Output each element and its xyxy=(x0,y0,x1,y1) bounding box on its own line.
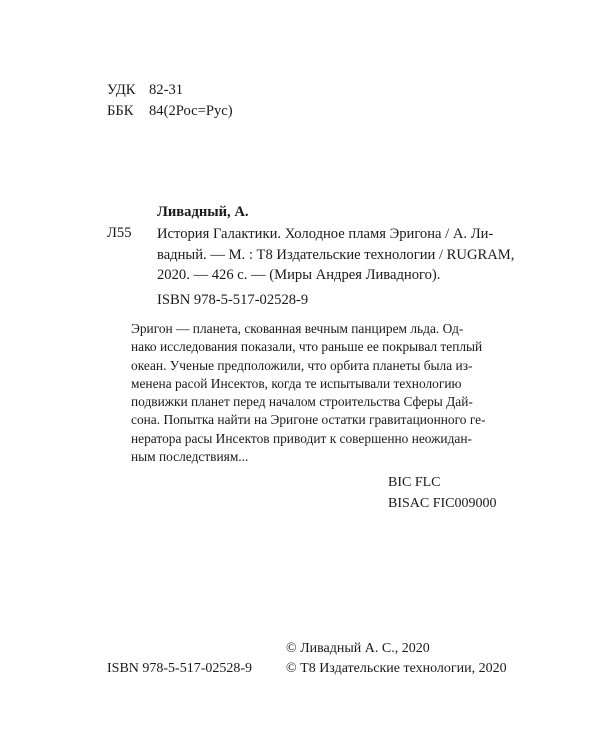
bbk-label: ББК xyxy=(107,103,134,119)
annotation-line: нако исследования показали, что раньше ее покрывал теплый xyxy=(131,339,483,355)
author-heading: Ливадный, А. xyxy=(157,204,249,220)
bisac-code: BISAC FIC009000 xyxy=(388,496,497,511)
description-line: История Галактики. Холодное пламя Эригона / А. Ли- xyxy=(157,226,494,242)
bic-code: BIC FLC xyxy=(388,475,441,490)
annotation-line: океан. Ученые предположили, что орбита планеты была из- xyxy=(131,357,473,373)
bbk-row xyxy=(107,102,233,120)
copyright-publisher: © Т8 Издательские технологии, 2020 xyxy=(286,661,507,676)
annotation xyxy=(131,320,496,466)
isbn-main: ISBN 978-5-517-02528-9 xyxy=(157,292,309,308)
annotation-line: Эригон — планета, скованная вечным панцирем льда. Од- xyxy=(131,321,464,336)
udk-value: 82-31 xyxy=(149,82,184,98)
annotation-line: нератора расы Инсектов приводит к совершенно неожидан- xyxy=(131,430,472,446)
description-line: вадный. — М. : Т8 Издательские технологии / RUGRAM, xyxy=(157,246,515,263)
author-code: Л55 xyxy=(107,225,132,241)
isbn-footer: ISBN 978-5-517-02528-9 xyxy=(107,661,253,676)
bibliographic-description xyxy=(157,224,515,286)
annotation-line: сона. Попытка найти на Эригоне остатки гравитационного ге- xyxy=(131,412,486,428)
udk-row xyxy=(107,81,183,99)
description-line: 2020. — 426 с. — (Миры Андрея Ливадного). xyxy=(157,267,441,283)
annotation-line: ным последствиям... xyxy=(131,449,249,465)
udk-label: УДК xyxy=(107,82,136,98)
copyright-author: © Ливадный А. С., 2020 xyxy=(286,641,430,656)
bbk-value: 84(2Рос=Рус) xyxy=(149,103,233,119)
annotation-line: менена расой Инсектов, когда те испытывали технологию xyxy=(131,375,462,391)
annotation-line: подвижки планет перед началом строительства Сферы Дай- xyxy=(131,394,473,410)
